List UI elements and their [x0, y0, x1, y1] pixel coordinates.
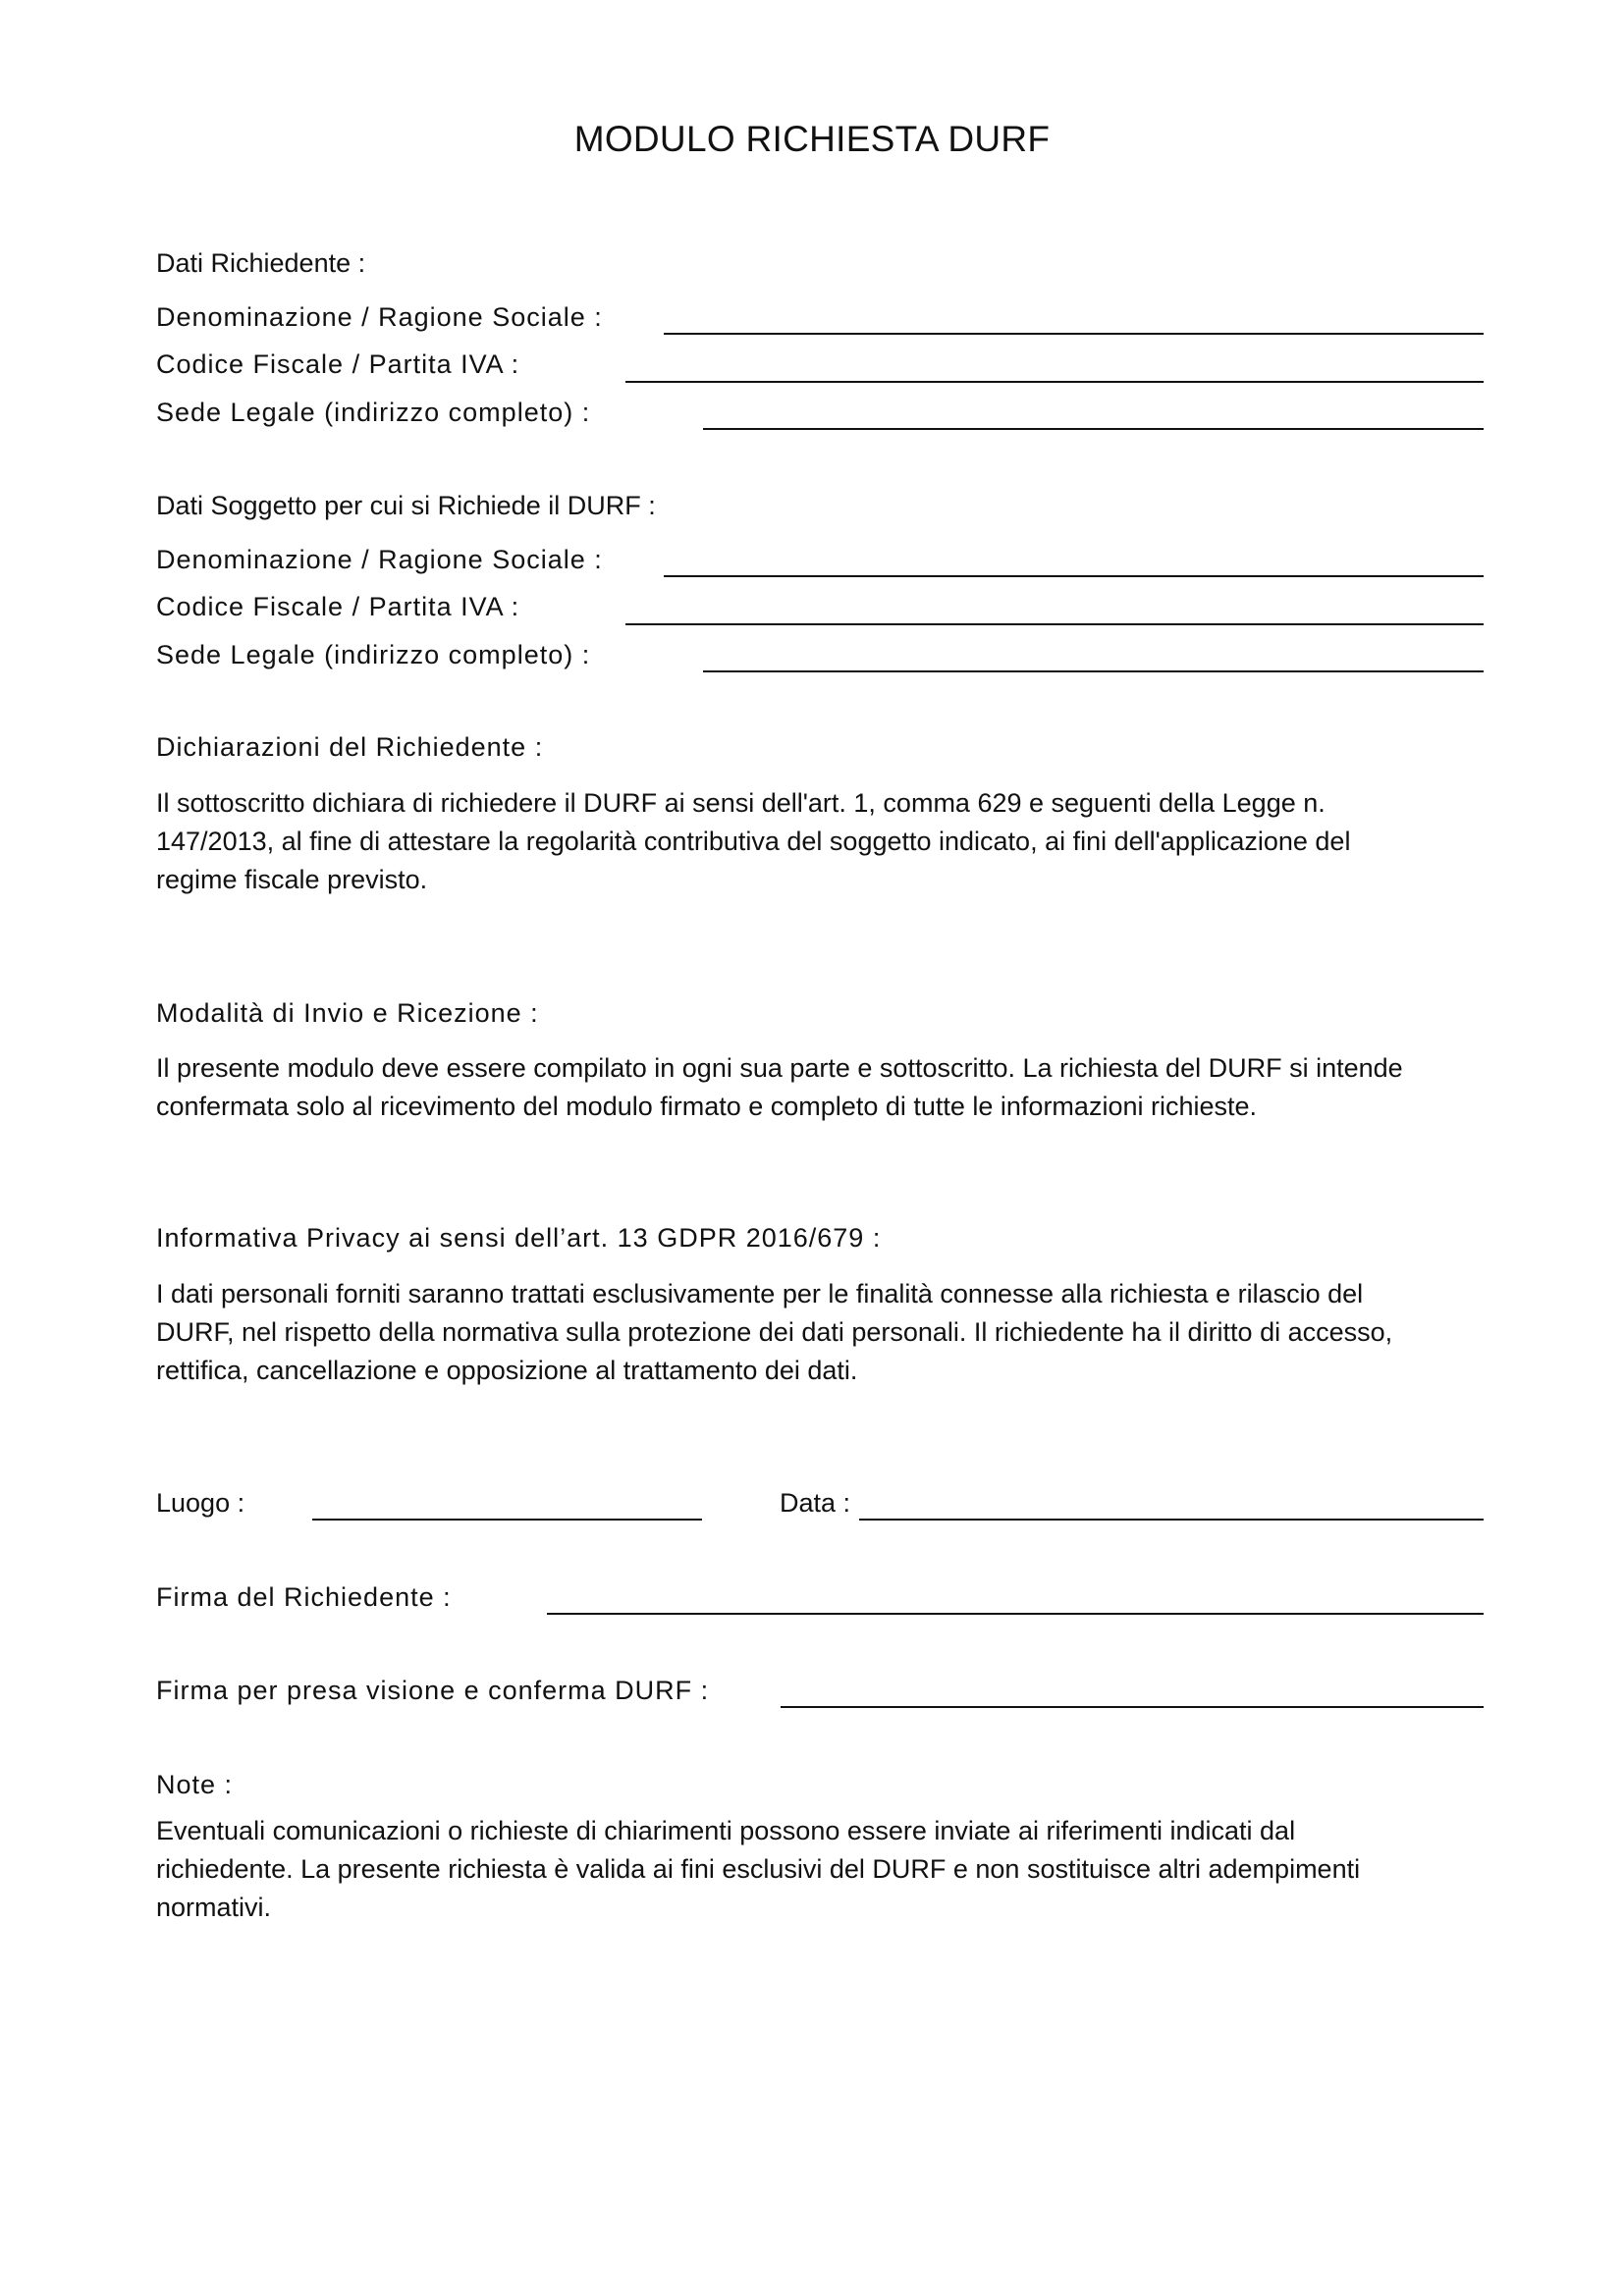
- firma-conferma-field[interactable]: [781, 1706, 1484, 1708]
- note-line: richiedente. La presente richiesta è valida ai fini esclusivi del DURF e non sostituisce altri adempimenti: [156, 1854, 1361, 1884]
- modalita-line: confermata solo al ricevimento del modulo firmato e completo di tutte le informazioni richieste.: [156, 1092, 1258, 1121]
- document-title: MODULO RICHIESTA DURF: [573, 119, 1051, 159]
- firma-richiedente-field[interactable]: [547, 1613, 1484, 1615]
- privacy-line: rettifica, cancellazione e opposizione al trattamento dei dati.: [156, 1356, 858, 1385]
- note-text: [156, 1812, 1472, 1927]
- soggetto-sede-legale-field[interactable]: [703, 670, 1484, 672]
- modalita-line: Il presente modulo deve essere compilato in ogni sua parte e sottoscritto. La richiesta del DURF si intende: [156, 1053, 1403, 1083]
- richiedente-denominazione-field[interactable]: [664, 333, 1484, 335]
- richiedente-sede-legale-field[interactable]: [703, 428, 1484, 430]
- richiedente-codice-fiscale-label: Codice Fiscale / Partita IVA :: [156, 349, 520, 379]
- soggetto-codice-fiscale-label: Codice Fiscale / Partita IVA :: [156, 592, 520, 621]
- privacy-heading: Informativa Privacy ai sensi dell’art. 13 GDPR 2016/679 :: [156, 1223, 882, 1253]
- data-field[interactable]: [859, 1519, 1484, 1521]
- dichiarazioni-line: 147/2013, al fine di attestare la regolarità contributiva del soggetto indicato, ai fini dell'applicazione del: [156, 827, 1351, 856]
- dichiarazioni-heading: Dichiarazioni del Richiedente :: [156, 732, 544, 762]
- dichiarazioni-line: Il sottoscritto dichiara di richiedere il DURF ai sensi dell'art. 1, comma 629 e seguenti della Legge n.: [156, 788, 1326, 818]
- privacy-text: [156, 1275, 1472, 1390]
- privacy-line: I dati personali forniti saranno trattati esclusivamente per le finalità connesse alla richiesta e rilascio del: [156, 1279, 1364, 1308]
- richiedente-heading: Dati Richiedente :: [156, 248, 366, 278]
- soggetto-codice-fiscale-field[interactable]: [625, 623, 1484, 625]
- privacy-line: DURF, nel rispetto della normativa sulla protezione dei dati personali. Il richiedente ha il diritto di accesso,: [156, 1317, 1393, 1347]
- dichiarazioni-text: [156, 784, 1472, 899]
- soggetto-heading: Dati Soggetto per cui si Richiede il DURF :: [156, 491, 656, 520]
- soggetto-sede-legale-label: Sede Legale (indirizzo completo) :: [156, 640, 591, 669]
- note-line: normativi.: [156, 1893, 272, 1922]
- modalita-text: [156, 1049, 1472, 1126]
- data-label: Data :: [780, 1488, 851, 1518]
- richiedente-codice-fiscale-field[interactable]: [625, 381, 1484, 383]
- note-line: Eventuali comunicazioni o richieste di chiarimenti possono essere inviate ai riferimenti indicati dal: [156, 1816, 1296, 1845]
- dichiarazioni-line: regime fiscale previsto.: [156, 865, 428, 894]
- firma-conferma-label: Firma per presa visione e conferma DURF :: [156, 1676, 710, 1705]
- richiedente-sede-legale-label: Sede Legale (indirizzo completo) :: [156, 398, 591, 427]
- note-heading: Note :: [156, 1770, 234, 1799]
- firma-richiedente-label: Firma del Richiedente :: [156, 1582, 452, 1612]
- modalita-heading: Modalità di Invio e Ricezione :: [156, 998, 539, 1028]
- soggetto-denominazione-label: Denominazione / Ragione Sociale :: [156, 545, 603, 574]
- luogo-label: Luogo :: [156, 1488, 245, 1518]
- soggetto-denominazione-field[interactable]: [664, 575, 1484, 577]
- richiedente-denominazione-label: Denominazione / Ragione Sociale :: [156, 302, 603, 332]
- luogo-field[interactable]: [312, 1519, 702, 1521]
